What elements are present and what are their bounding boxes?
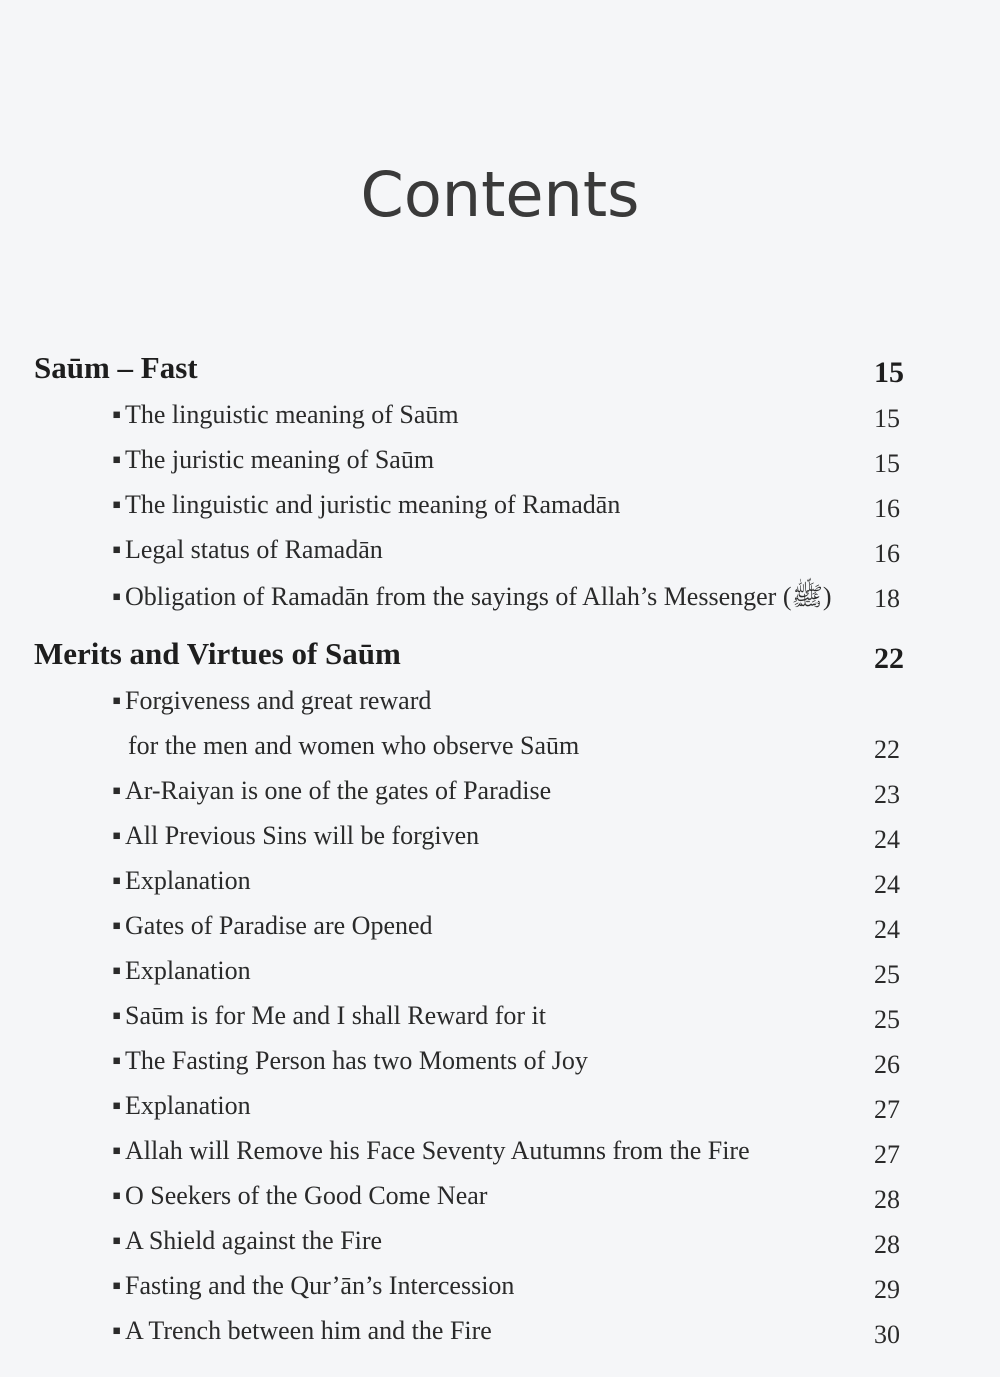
page-number: 24: [874, 915, 900, 944]
toc-entry-continuation[interactable]: [112, 731, 900, 767]
page-number: 22: [874, 642, 904, 675]
toc-entry[interactable]: [112, 1001, 900, 1037]
toc-entry[interactable]: [112, 445, 900, 481]
entry-label: ▪ O Seekers of the Good Come Near: [112, 1181, 488, 1210]
bullet-icon: ▪: [112, 1316, 122, 1345]
bullet-icon: ▪: [112, 1001, 122, 1030]
toc-entry[interactable]: [112, 1226, 900, 1262]
page-number: 18: [874, 584, 900, 613]
page-number: 28: [874, 1185, 900, 1214]
page-number: 25: [874, 960, 900, 989]
toc-entry[interactable]: [112, 956, 900, 992]
page-number: 22: [874, 735, 900, 764]
page-number: 30: [874, 1320, 900, 1349]
bullet-icon: ▪: [112, 1226, 122, 1255]
entry-label: ▪ Explanation: [112, 956, 251, 985]
bullet-icon: ▪: [112, 445, 122, 474]
page-number: 15: [874, 449, 900, 478]
bullet-icon: ▪: [112, 1136, 122, 1165]
bullet-icon: ▪: [112, 821, 122, 850]
entry-label: ▪ The linguistic and juristic meaning of Ramadān: [112, 490, 621, 519]
toc-entry[interactable]: [112, 911, 900, 947]
toc-entry[interactable]: [112, 686, 900, 722]
bullet-icon: ▪: [112, 582, 122, 611]
entry-label: ▪ The juristic meaning of Saūm: [112, 445, 435, 474]
page-number: 16: [874, 539, 900, 568]
toc-entry[interactable]: [112, 1181, 900, 1217]
entry-label: ▪ The Fasting Person has two Moments of Joy: [112, 1046, 588, 1075]
section-title: Saūm – Fast: [34, 350, 198, 385]
entry-label: ▪ Saūm is for Me and I shall Reward for it: [112, 1001, 546, 1030]
toc-entry[interactable]: [112, 1091, 900, 1127]
entry-label: ▪ Ar-Raiyan is one of the gates of Paradise: [112, 776, 552, 805]
section-title: Merits and Virtues of Saūm: [34, 636, 401, 671]
toc-entry[interactable]: [112, 866, 900, 902]
entry-label: ▪ Legal status of Ramadān: [112, 535, 383, 564]
toc-entry[interactable]: [112, 580, 900, 616]
bullet-icon: ▪: [112, 1091, 122, 1120]
entry-label: for the men and women who observe Saūm: [128, 731, 580, 760]
entry-label: ▪ Gates of Paradise are Opened: [112, 911, 433, 940]
bullet-icon: ▪: [112, 911, 122, 940]
toc-entry[interactable]: [112, 1271, 900, 1307]
bullet-icon: ▪: [112, 866, 122, 895]
bullet-icon: ▪: [112, 490, 122, 519]
entry-label: ▪ Forgiveness and great reward: [112, 686, 432, 715]
entry-label: ▪ The linguistic meaning of Saūm: [112, 400, 459, 429]
entry-label: ▪ All Previous Sins will be forgiven: [112, 821, 480, 850]
bullet-icon: ▪: [112, 400, 122, 429]
entry-label: ▪ Fasting and the Qur’ān’s Intercession: [112, 1271, 515, 1300]
toc-entry[interactable]: [112, 1046, 900, 1082]
page-number: 23: [874, 780, 900, 809]
toc-entry[interactable]: [112, 1136, 900, 1172]
page-number: 28: [874, 1230, 900, 1259]
toc-entry[interactable]: [112, 1316, 900, 1352]
page-title: Contents: [360, 158, 640, 231]
page-number: 15: [874, 356, 904, 389]
page-number: 26: [874, 1050, 900, 1079]
bullet-icon: ▪: [112, 956, 122, 985]
bullet-icon: ▪: [112, 776, 122, 805]
page-number: 24: [874, 870, 900, 899]
section-heading-saum-fast[interactable]: [34, 350, 904, 390]
entry-label: ▪ A Shield against the Fire: [112, 1226, 383, 1255]
entry-label: ▪ Explanation: [112, 866, 251, 895]
toc-entry[interactable]: [112, 776, 900, 812]
toc-entry[interactable]: [112, 490, 900, 526]
bullet-icon: ▪: [112, 1181, 122, 1210]
entry-label: ▪ A Trench between him and the Fire: [112, 1316, 492, 1345]
section-heading-merits-virtues[interactable]: [34, 636, 904, 676]
bullet-icon: ▪: [112, 686, 122, 715]
toc-entry[interactable]: [112, 400, 900, 436]
toc-entry[interactable]: [112, 821, 900, 857]
entry-label: ▪ Explanation: [112, 1091, 251, 1120]
page-number: 27: [874, 1140, 900, 1169]
entry-label: ▪ Allah will Remove his Face Seventy Autumns from the Fire: [112, 1136, 750, 1165]
page-number: 16: [874, 494, 900, 523]
page-number: 27: [874, 1095, 900, 1124]
entry-label: ▪ Obligation of Ramadān from the sayings of Allah’s Messenger (ﷺ): [112, 582, 832, 611]
page-number: 25: [874, 1005, 900, 1034]
page-number: 15: [874, 404, 900, 433]
bullet-icon: ▪: [112, 1046, 122, 1075]
bullet-icon: ▪: [112, 535, 122, 564]
bullet-icon: ▪: [112, 1271, 122, 1300]
page-number: 29: [874, 1275, 900, 1304]
page-number: 24: [874, 825, 900, 854]
toc-entry[interactable]: [112, 535, 900, 571]
